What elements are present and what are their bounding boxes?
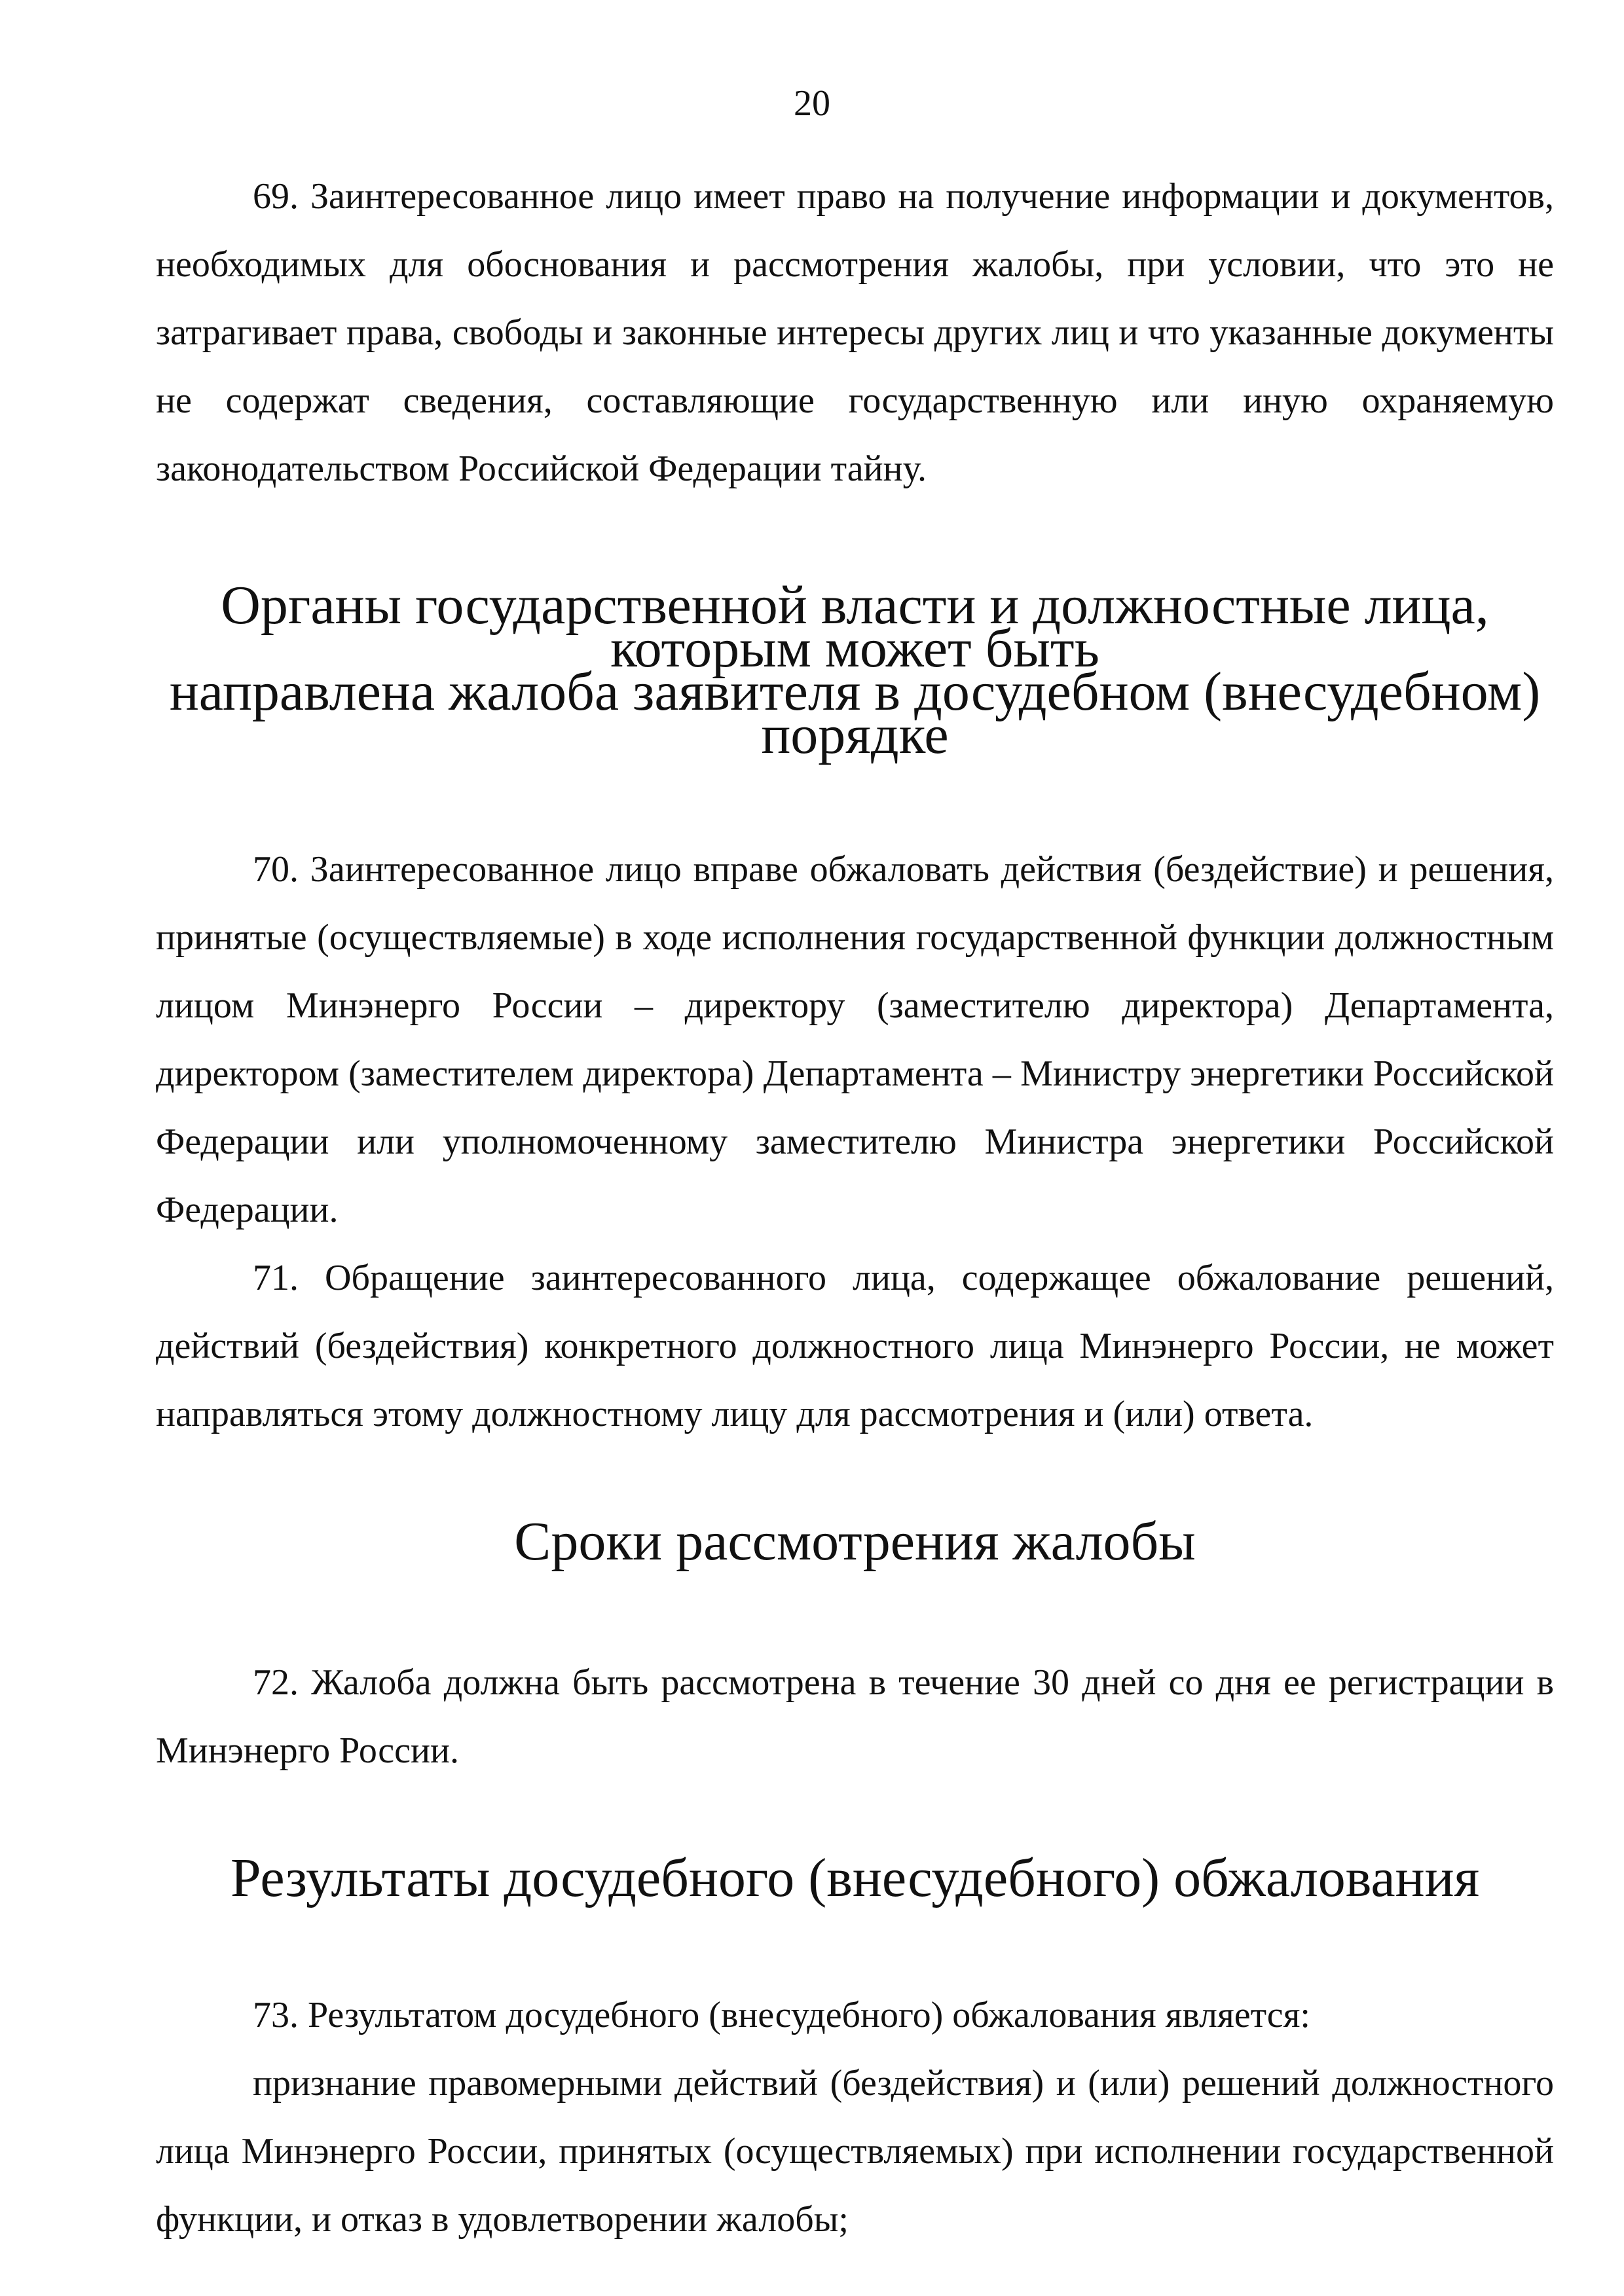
section-heading-line: направлена жалоба заявителя в досудебном (внесудебном) порядке (169, 661, 1541, 765)
paragraph-73: 73. Результатом досудебного (внесудебного) обжалования является: (253, 1995, 1310, 2035)
document-body (156, 162, 1554, 2253)
paragraph-73-item: признание правомерными действий (бездействия) и (или) решений должностного лица Минэнерго России, принятых (осуществляемых) при исполнении государственной функции, и отказ в удовлетворении жалобы; (156, 2063, 1554, 2240)
paragraph-71: 71. Обращение заинтересованного лица, содержащее обжалование решений, действий (бездействия) конкретного должностного лица Минэнерго России, не может направляться этому должностному лицу для рассмотрения и (или) ответа. (156, 1258, 1554, 1434)
section-heading-review-terms: Сроки рассмотрения жалобы (514, 1511, 1196, 1572)
section-heading-appeal-results: Результаты досудебного (внесудебного) обжалования (230, 1848, 1480, 1908)
section-heading-line: Органы государственной власти и должностные лица, которым может быть (221, 575, 1489, 679)
paragraph-70: 70. Заинтересованное лицо вправе обжаловать действия (бездействие) и решения, принятые (осуществляемые) в ходе исполнения государственной функции должностным лицом Минэнерго России – директору (заместителю директора) Департамента, директором (заместителем директора) Департамента – Министру энергетики Российской Федерации или уполномоченному заместителю Министра энергетики Российской Федерации. (156, 849, 1554, 1230)
page-number: 20 (794, 83, 830, 124)
section-heading-appeal-bodies (156, 575, 1554, 765)
paragraph-69: 69. Заинтересованное лицо имеет право на получение информации и документов, необходимых для обоснования и рассмотрения жалобы, при условии, что это не затрагивает права, свободы и законные интересы других лиц и что указанные документы не содержат сведения, составляющие государственную или иную охраняемую законодательством Российской Федерации тайну. (156, 176, 1554, 489)
paragraph-72: 72. Жалоба должна быть рассмотрена в течение 30 дней со дня ее регистрации в Минэнерго России. (156, 1662, 1554, 1771)
